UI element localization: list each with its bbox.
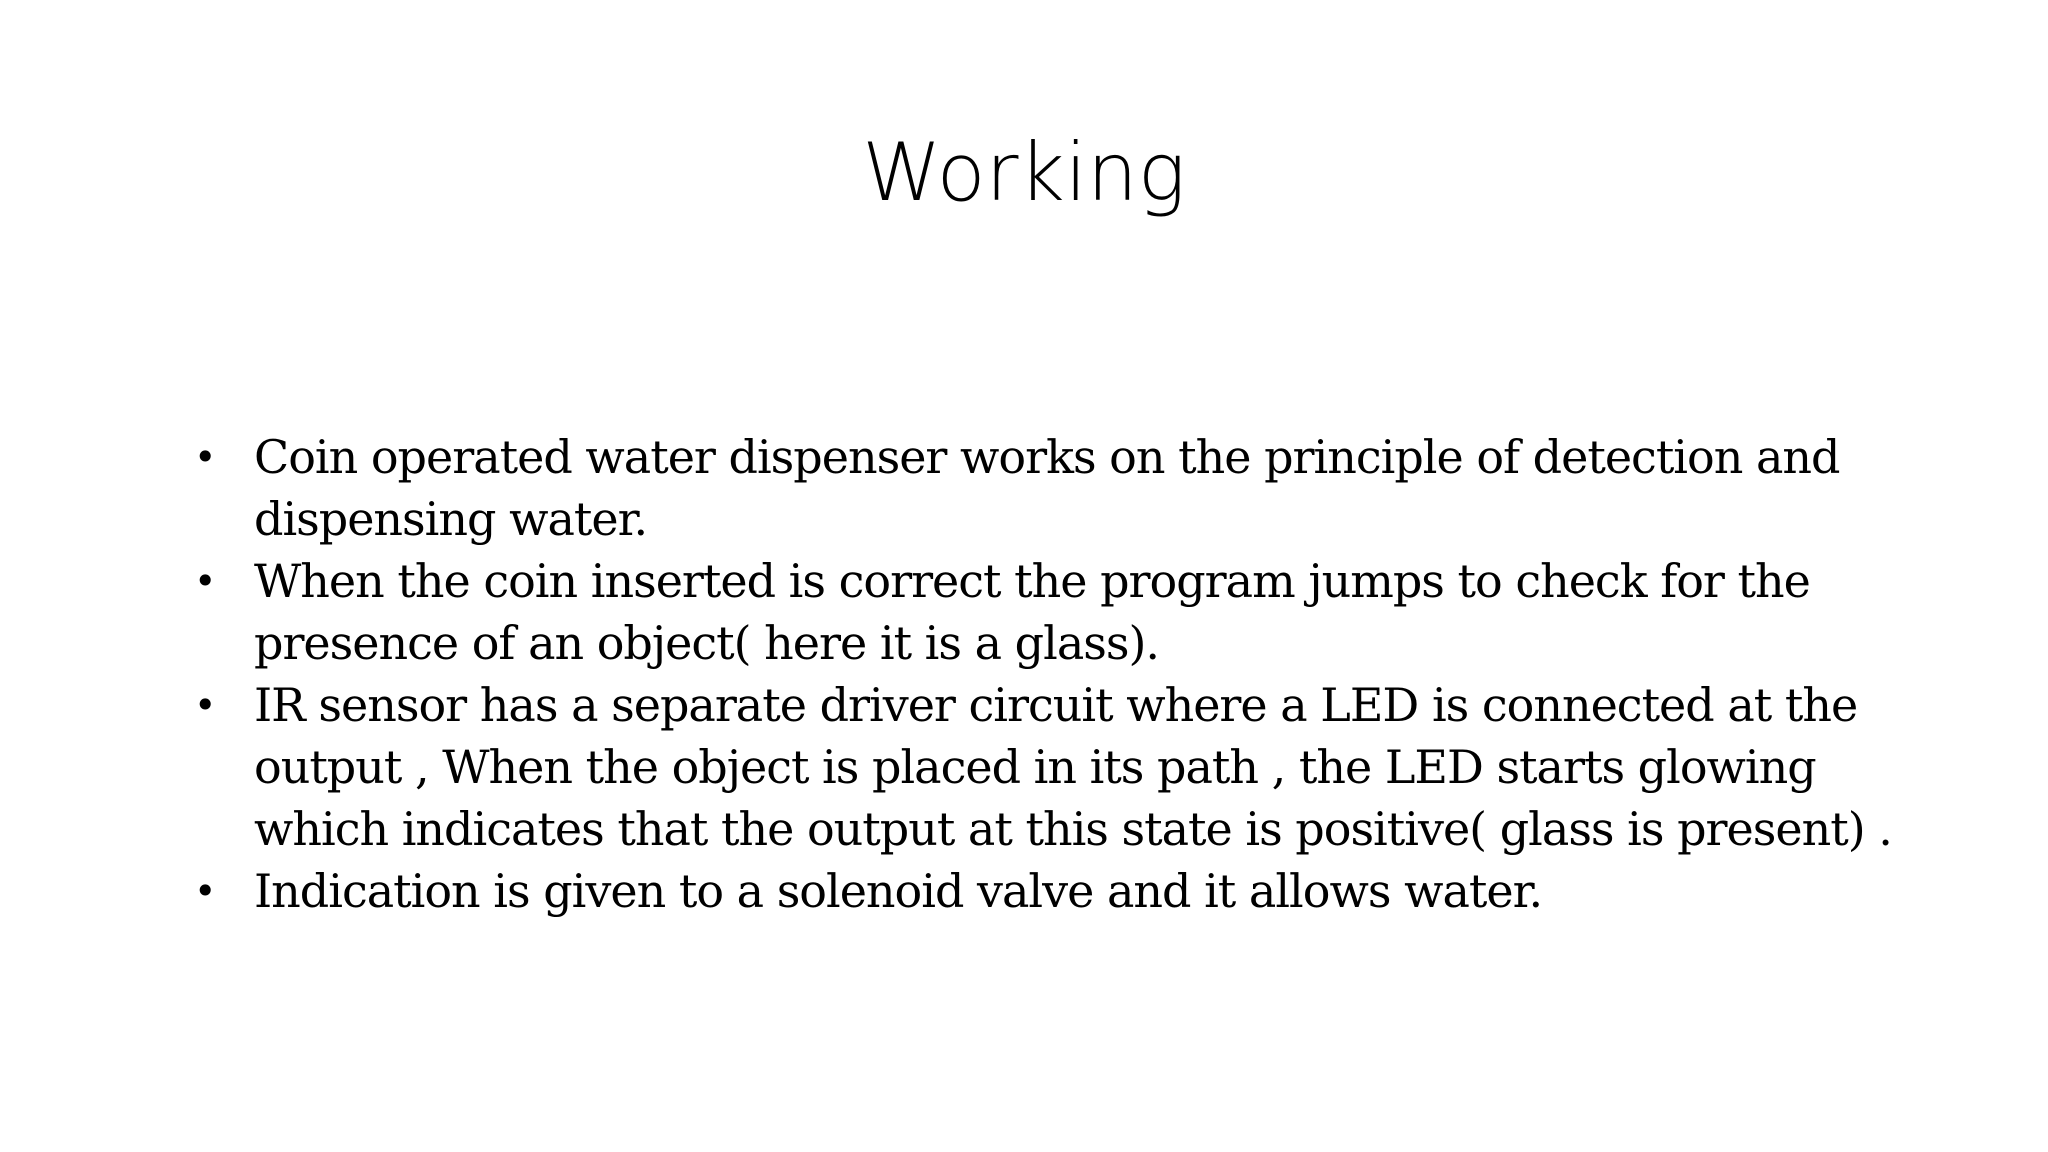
slide-title: Working xyxy=(862,126,1186,219)
bullet-text: Indication is given to a solenoid valve and it allows water. xyxy=(254,864,1543,918)
bullet-item xyxy=(194,674,1894,860)
bullet-dot-icon: • xyxy=(194,435,216,479)
bullet-item xyxy=(194,860,1894,922)
bullet-text: When the coin inserted is correct the program jumps to check for the presence of an object( here it is a glass). xyxy=(254,554,1810,670)
bullet-list xyxy=(194,426,1894,922)
bullet-item xyxy=(194,550,1894,674)
bullet-text: Coin operated water dispenser works on the principle of detection and dispensing water. xyxy=(254,430,1840,546)
bullet-item xyxy=(194,426,1894,550)
bullet-dot-icon: • xyxy=(194,683,216,727)
bullet-text: IR sensor has a separate driver circuit where a LED is connected at the output , When the object is placed in its path , the LED starts glowing which indicates that the output at this state is positive( glass is present) . xyxy=(254,678,1892,856)
bullet-dot-icon: • xyxy=(194,559,216,603)
bullet-dot-icon: • xyxy=(194,869,216,913)
